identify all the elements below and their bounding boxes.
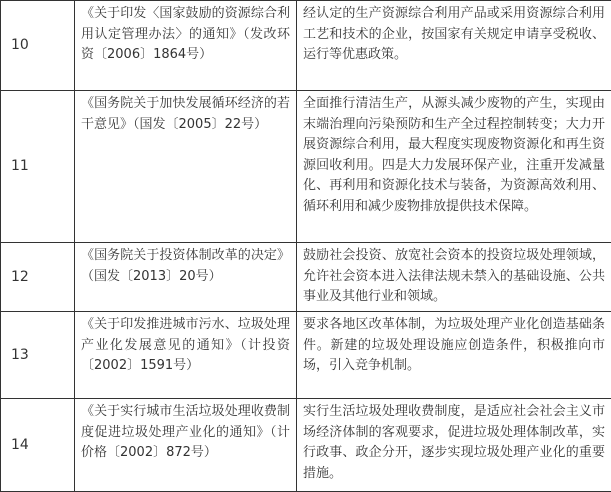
policy-content: 全面推行清洁生产，从源头减少废物的产生，实现由末端治理向污染预防和生产全过程控制转变；大力开展资源综合利用，最大程度实现废物资源化和再生资源回收利用。四是大力发展环保产业，注重开发减量化、再利用和资源化技术与装备，为资源高效利用、循环利用和减少废物排放提供技术保障。 xyxy=(297,91,611,243)
table-row xyxy=(1,399,611,492)
policy-document-title: 《关于印发〈国家鼓励的资源综合利用认定管理办法〉的通知》（发改环资〔2006〕1864号） xyxy=(75,1,297,91)
table-row xyxy=(1,243,611,312)
table-row xyxy=(1,91,611,243)
row-number: 12 xyxy=(1,243,75,312)
table-row xyxy=(1,1,611,91)
row-number: 10 xyxy=(1,1,75,91)
row-number: 11 xyxy=(1,91,75,243)
policy-content: 实行生活垃圾处理收费制度，是适应社会社会主义市场经济体制的客观要求，促进垃圾处理体制改革，实行政事、政企分开，逐步实现垃圾处理产业化的重要措施。 xyxy=(297,399,611,492)
policy-document-title: 《关于印发推进城市污水、垃圾处理产业化发展意见的通知》（计投资〔2002〕1591号） xyxy=(75,312,297,399)
policy-document-title: 《国务院关于加快发展循环经济的若干意见》（国发〔2005〕22号） xyxy=(75,91,297,243)
policy-document-title: 《国务院关于投资体制改革的决定》（国发〔2013〕20号） xyxy=(75,243,297,312)
policy-content: 经认定的生产资源综合利用产品或采用资源综合利用工艺和技术的企业，按国家有关规定申请享受税收、运行等优惠政策。 xyxy=(297,1,611,91)
row-number: 13 xyxy=(1,312,75,399)
policy-content: 鼓励社会投资、放宽社会资本的投资垃圾处理领域，允许社会资本进入法律法规未禁入的基础设施、公共事业及其他行业和领域。 xyxy=(297,243,611,312)
policy-document-title: 《关于实行城市生活垃圾处理收费制度促进垃圾处理产业化的通知》（计价格〔2002〕872号） xyxy=(75,399,297,492)
policy-content: 要求各地区改革体制，为垃圾处理产业化创造基础条件。新建的垃圾处理设施应创造条件，积极推向市场，引入竞争机制。 xyxy=(297,312,611,399)
table-row xyxy=(1,312,611,399)
row-number: 14 xyxy=(1,399,75,492)
